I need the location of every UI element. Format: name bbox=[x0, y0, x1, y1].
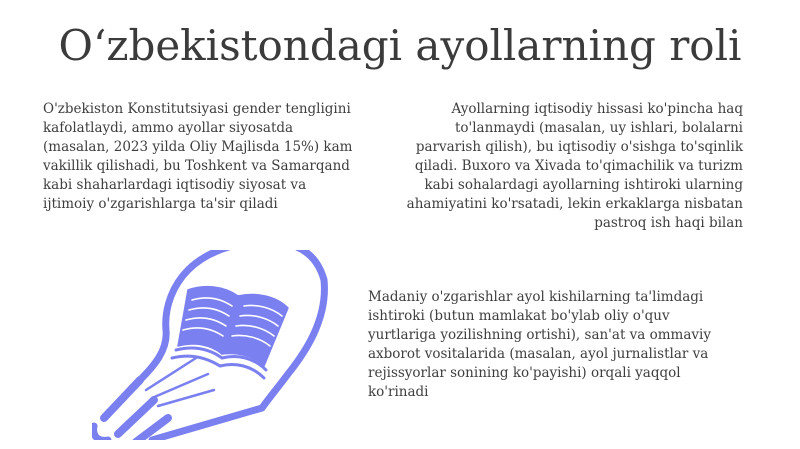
paragraph-culture: Madaniy o'zgarishlar ayol kishilarning ta'limdagi ishtiroki (butun mamlakat bo'ylab oliy o'quv yurtlariga yozilishning ortishi), san'at va ommaviy axborot vositalarida (masalan, ayol jurnalistlar va rejissyorlar sonining ko'payishi) orqali yaqqol ko'rinadi bbox=[368, 289, 711, 400]
lightbulb-book-icon bbox=[92, 250, 330, 440]
paragraph-constitution: O'zbekiston Konstitutsiyasi gender tengligini kafolatlaydi, ammo ayollar siyosatda (masalan, 2023 yilda Oliy Majlisda 15%) kam vakillik qilishadi, bu Toshkent va Samarqand kabi shaharlardagi iqtisodiy siyosat va ijtimoiy o'zgarishlarga ta'sir qiladi bbox=[43, 101, 353, 212]
slide-title: O‘zbekistondagi ayollarning roli bbox=[58, 21, 742, 70]
paragraph-economy: Ayollarning iqtisodiy hissasi ko'pincha haq to'lanmaydi (masalan, uy ishlari, bolalarni parvarish qilish), bu iqtisodiy o'sishga to'sqinlik qiladi. Buxoro va Xivada to'qimachilik va turizm kabi sohalardagi ayollarning ishtiroki ularning ahamiyatini ko'rsatadi, lekin erkaklarga nisbatan pastroq ish haqi bilan bbox=[406, 101, 743, 231]
